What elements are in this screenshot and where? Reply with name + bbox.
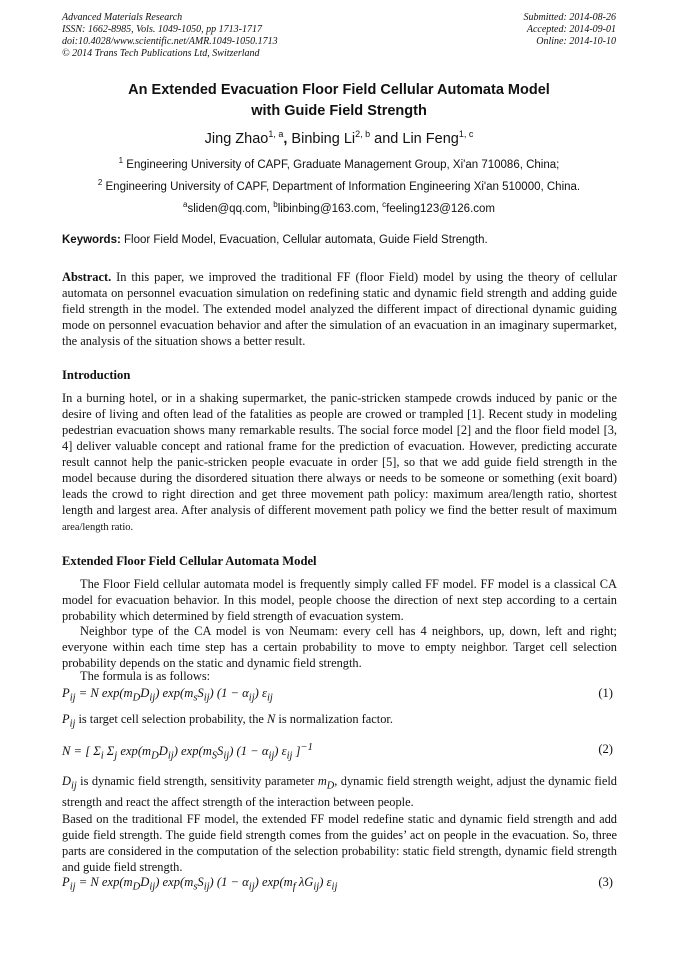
submitted-date: Submitted: 2014-08-26 [523, 12, 616, 23]
issn: ISSN: 1662-8985, Vols. 1049-1050, pp 1713-1717 [62, 24, 262, 35]
author-3: Lin Feng [402, 130, 459, 147]
paragraph-neighbor: Neighbor type of the CA model is von Neumam: every cell has 4 neighbors, up, down, left and right; everyone within each time step has a certain probability to move to empty neighbor. Target cell selection probability depends on the static and dynamic field strength. [62, 624, 617, 670]
paragraph-pij: $P_{ij}$ is target cell selection probability, the N is normalization factor. [62, 712, 393, 730]
paragraph-formula-intro: The formula is as follows: [80, 669, 211, 683]
keywords: Keywords: Floor Field Model, Evacuation, Cellular automata, Guide Field Strength. [62, 234, 488, 246]
heading-introduction: Introduction [62, 368, 131, 382]
affiliation-2: $^2$ Engineering University of CAPF, Department of Information Engineering Xi'an 510000, China. [97, 178, 581, 193]
affiliation-1: $^1$ Engineering University of CAPF, Graduate Management Group, Xi'an 710086, China; [118, 156, 560, 171]
equation-number: (2) [598, 742, 613, 756]
abstract: Abstract. In this paper, we improved the traditional FF (floor Field) model by using the theory of cellular automata on personnel evacuation simulation on redefining static and dynamic field strength and adding guide field strength in the model. The extended model analyzed the different impact of directional dynamic guiding mode on personnel evacuation behavior and after the simulation of an evacuation in an imaginary supermarket, the analysis of the situation shows a better result. [62, 270, 617, 348]
paragraph-ff-model: The Floor Field cellular automata model is frequently simply called FF model. FF model is a classical CA model for evacuation behavior. In this model, people choose the direction of next step according to a certain probability which determined by field strength of evacuation system. [62, 577, 617, 623]
journal-header [62, 12, 278, 60]
author-1: Jing Zhao [204, 130, 269, 147]
accepted-date: Accepted: 2014-09-01 [526, 24, 616, 35]
author-2: Binbing Li [291, 130, 356, 147]
emails: $^a$sliden@qq.com, $^b$libinbing@163.com, $^c$feeling123@126.com [183, 200, 495, 215]
online-date: Online: 2014-10-10 [536, 36, 616, 47]
journal-name: Advanced Materials Research [62, 12, 183, 23]
equation-3: $P_{ij} = N$ $\exp(m_DD_{ij})$ $\exp(m_sS_{ij}) (1 - \alpha_{ij})$ $\exp(m_f$ $\lambda G_{ij}$) $\varepsilon_{ij}$ (3) [62, 875, 613, 893]
paragraph-dij: $D_{ij}$ is dynamic field strength, sensitivity parameter $m_D$, dynamic field strength weight, adjust the dynamic field strength and react the affect strength of the interaction between people. [62, 774, 617, 810]
author-list: Jing Zhao$^{1, a}$, Binbing Li$^{2, b}$ and Lin Feng$^{1, c}$ [204, 129, 474, 147]
equation-2: N = [ $\Sigma_i$ $\Sigma_j$ $\exp(m_DD_{ij})$ $\exp(m_SS_{ij}) (1 - \alpha_{ij})$ $\varepsilon_{ij}$ ]$^{-1}$ (2) [62, 742, 613, 762]
dates-header [524, 12, 617, 48]
equation-number: (3) [598, 875, 613, 889]
heading-extended-ff: Extended Floor Field Cellular Automata Model [62, 554, 317, 568]
doi: doi:10.4028/www.scientific.net/AMR.1049-1050.1713 [62, 36, 278, 47]
intro-paragraph: In a burning hotel, or in a shaking supermarket, the panic-stricken stampede crowds induced by panic or the desire of living and often lead of the fatalities as people are crowed or trampled [1]. Recent study in modeling pedestrian evacuation shows many remarkable results. The social force model [2] and the floor field model [3, 4] deliver valuable concept and rational frame for the prediction of evacuation. However, predicting accurate result cannot help the panic-stricken people evacuate in order [5], so that we add guide field strength in the model because during the disordered situation there always or needs to be someone or something (exit board) leads the crowd to right direction and get three movement path policy: maximum area/length ratio, shortest length and largest area. After analysis of different movement path policy we find the better result of maximum area/length ratio. [62, 391, 617, 533]
copyright: © 2014 Trans Tech Publications Ltd, Switzerland [62, 48, 260, 59]
equation-1: $P_{ij} = N$ $\exp(m_DD_{ij})$ $\exp(m_sS_{ij}) (1 - \alpha_{ij})$ $\varepsilon_{ij}$ (1) [62, 686, 613, 704]
paragraph-extended: Based on the traditional FF model, the extended FF model redefine static and dynamic field strength and add guide field strength. The guide field strength comes from the guides’ act on people in the evacuation. So, three parts are considered in the computation of the selection probability: static field strength, dynamic field strength and guide field strength. [62, 812, 617, 874]
equation-number: (1) [598, 686, 613, 700]
paper-title: An Extended Evacuation Floor Field Cellular Automata Model with Guide Field Strength [128, 82, 550, 119]
